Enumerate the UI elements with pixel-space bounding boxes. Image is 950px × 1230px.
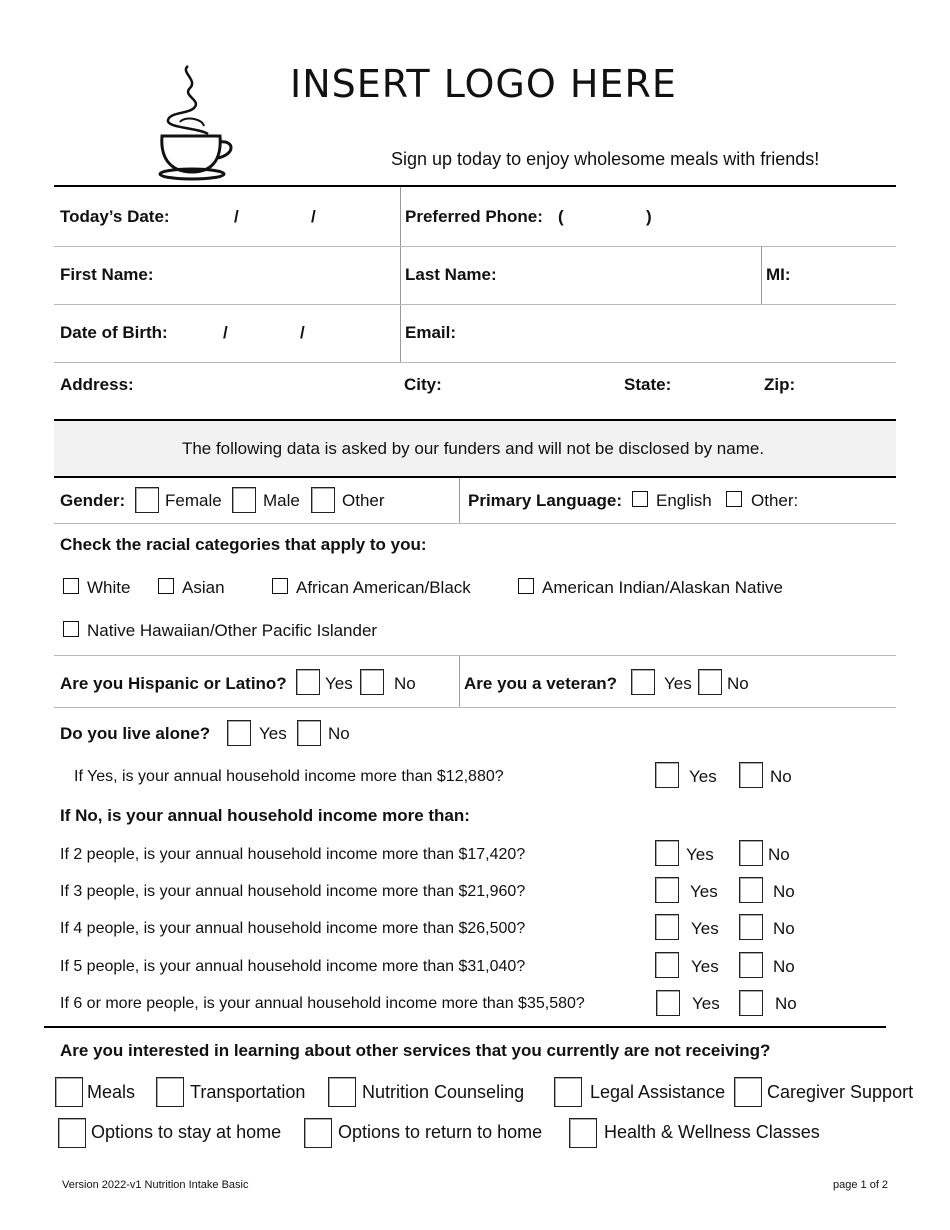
income-question-6: If 6 or more people, is your annual household income more than $35,580?: [60, 995, 585, 1012]
phone-open-paren: (: [558, 207, 564, 226]
hispanic-no-checkbox[interactable]: [360, 669, 384, 695]
race-african-american-checkbox[interactable]: [272, 578, 288, 594]
mi-label: MI:: [766, 265, 791, 284]
dob-field[interactable]: [180, 312, 395, 356]
zip-field[interactable]: [805, 368, 890, 412]
gender-female-label: Female: [165, 491, 222, 510]
service-legal-label: Legal Assistance: [590, 1082, 726, 1102]
date-slash: /: [223, 323, 228, 342]
income-alone-yes-checkbox[interactable]: [655, 762, 679, 788]
first-name-label: First Name:: [60, 265, 154, 284]
hispanic-divider: [459, 656, 460, 708]
hispanic-yes-checkbox[interactable]: [296, 669, 320, 695]
language-english-label: English: [656, 491, 712, 510]
veteran-yes-label: Yes: [664, 674, 692, 693]
city-label: City:: [404, 375, 442, 394]
race-asian-label: Asian: [182, 578, 225, 597]
email-field[interactable]: [465, 312, 890, 356]
hispanic-yes-label: Yes: [325, 674, 353, 693]
notice-text: The following data is asked by our funders and will not be disclosed by name.: [181, 439, 765, 458]
row-divider: [54, 523, 896, 524]
service-legal-checkbox[interactable]: [554, 1077, 582, 1107]
services-question: Are you interested in learning about other services that you currently are not receiving?: [60, 1041, 771, 1060]
income-alone-yes-label: Yes: [689, 767, 717, 786]
phone-close-paren: ): [646, 207, 652, 226]
race-white-label: White: [87, 578, 131, 597]
row-divider: [54, 655, 896, 656]
tagline: Sign up today to enjoy wholesome meals with friends!: [391, 149, 820, 169]
service-meals-label: Meals: [87, 1082, 136, 1102]
income-5-no-checkbox[interactable]: [739, 952, 763, 978]
live-alone-no-label: No: [328, 724, 350, 743]
service-stay-home-checkbox[interactable]: [58, 1118, 86, 1148]
last-name-label: Last Name:: [405, 265, 497, 284]
income-5-no-label: No: [773, 957, 795, 976]
income-2-no-label: No: [768, 845, 790, 864]
row-divider: [54, 362, 896, 363]
race-native-hawaiian-label: Native Hawaiian/Other Pacific Islander: [87, 621, 378, 640]
service-transportation-checkbox[interactable]: [156, 1077, 184, 1107]
mi-divider: [761, 247, 762, 305]
language-other-label: Other:: [751, 491, 799, 510]
language-other-checkbox[interactable]: [726, 491, 742, 507]
race-white-checkbox[interactable]: [63, 578, 79, 594]
income-question-2: If 2 people, is your annual household income more than $17,420?: [60, 846, 526, 863]
race-american-indian-label: American Indian/Alaskan Native: [542, 578, 783, 597]
gender-male-checkbox[interactable]: [232, 487, 256, 513]
row-divider: [54, 707, 896, 708]
service-nutrition-label: Nutrition Counseling: [362, 1082, 525, 1102]
income-4-yes-label: Yes: [691, 919, 719, 938]
first-name-field[interactable]: [165, 254, 395, 298]
race-native-hawaiian-checkbox[interactable]: [63, 621, 79, 637]
income-3-no-label: No: [773, 882, 795, 901]
todays-date-label: Today’s Date:: [60, 207, 170, 226]
footer-page: page 1 of 2: [833, 1179, 889, 1191]
todays-date-field[interactable]: [180, 196, 395, 240]
race-african-american-label: African American/Black: [296, 578, 471, 597]
race-label: Check the racial categories that apply to you:: [60, 535, 427, 554]
gender-divider: [459, 478, 460, 524]
income-alone-question: If Yes, is your annual household income more than $12,880?: [74, 768, 504, 785]
hispanic-label: Are you Hispanic or Latino?: [60, 674, 287, 693]
hispanic-no-label: No: [394, 674, 416, 693]
last-name-field[interactable]: [505, 254, 755, 298]
income-3-yes-label: Yes: [690, 882, 718, 901]
zip-label: Zip:: [764, 375, 796, 394]
income-6-no-checkbox[interactable]: [739, 990, 763, 1016]
income-3-yes-checkbox[interactable]: [655, 877, 679, 903]
live-alone-label: Do you live alone?: [60, 724, 211, 743]
notice-bottom-rule: [54, 476, 896, 478]
mi-field[interactable]: [800, 254, 890, 298]
live-alone-yes-checkbox[interactable]: [227, 720, 251, 746]
date-slash: /: [234, 207, 239, 226]
state-label: State:: [624, 375, 672, 394]
income-6-no-label: No: [775, 994, 797, 1013]
service-nutrition-checkbox[interactable]: [328, 1077, 356, 1107]
gender-other-checkbox[interactable]: [311, 487, 335, 513]
veteran-no-label: No: [727, 674, 749, 693]
phone-label: Preferred Phone:: [405, 207, 543, 226]
income-3-no-checkbox[interactable]: [739, 877, 763, 903]
service-wellness-label: Health & Wellness Classes: [604, 1122, 820, 1142]
income-question-5: If 5 people, is your annual household income more than $31,040?: [60, 958, 526, 975]
income-4-no-checkbox[interactable]: [739, 914, 763, 940]
service-stay-home-label: Options to stay at home: [91, 1122, 282, 1142]
income-2-no-checkbox[interactable]: [739, 840, 763, 866]
income-bottom-rule: [44, 1026, 886, 1028]
city-field[interactable]: [450, 368, 615, 412]
income-question-4: If 4 people, is your annual household income more than $26,500?: [60, 920, 526, 937]
state-field[interactable]: [680, 368, 755, 412]
income-4-yes-checkbox[interactable]: [655, 914, 679, 940]
language-other-field[interactable]: [808, 485, 892, 517]
income-not-alone-heading: If No, is your annual household income more than:: [60, 806, 470, 825]
dob-label: Date of Birth:: [60, 323, 168, 342]
service-return-home-label: Options to return to home: [338, 1122, 543, 1142]
service-return-home-checkbox[interactable]: [304, 1118, 332, 1148]
logo-text: INSERT LOGO HERE: [290, 62, 677, 106]
veteran-yes-checkbox[interactable]: [631, 669, 655, 695]
income-6-yes-checkbox[interactable]: [656, 990, 680, 1016]
income-alone-no-checkbox[interactable]: [739, 762, 763, 788]
gender-label: Gender:: [60, 491, 126, 510]
contact-divider: [400, 187, 401, 362]
service-meals-checkbox[interactable]: [55, 1077, 83, 1107]
date-slash: /: [300, 323, 305, 342]
income-5-yes-checkbox[interactable]: [655, 952, 679, 978]
income-alone-no-label: No: [770, 767, 792, 786]
income-5-yes-label: Yes: [691, 957, 719, 976]
language-english-checkbox[interactable]: [632, 491, 648, 507]
income-2-yes-label: Yes: [686, 845, 714, 864]
address-field[interactable]: [140, 368, 395, 412]
row-divider: [54, 304, 896, 305]
phone-field[interactable]: [555, 196, 890, 240]
gender-other-label: Other: [342, 491, 385, 510]
service-caregiver-label: Caregiver Support: [767, 1082, 914, 1102]
language-label: Primary Language:: [468, 491, 622, 510]
gender-male-label: Male: [263, 491, 300, 510]
row-divider: [54, 246, 896, 247]
race-asian-checkbox[interactable]: [158, 578, 174, 594]
veteran-label: Are you a veteran?: [464, 674, 618, 693]
veteran-no-checkbox[interactable]: [698, 669, 722, 695]
live-alone-no-checkbox[interactable]: [297, 720, 321, 746]
email-label: Email:: [405, 323, 457, 342]
gender-female-checkbox[interactable]: [135, 487, 159, 513]
income-2-yes-checkbox[interactable]: [655, 840, 679, 866]
address-label: Address:: [60, 375, 134, 394]
live-alone-yes-label: Yes: [259, 724, 287, 743]
header-rule: [54, 185, 896, 187]
income-4-no-label: No: [773, 919, 795, 938]
service-transportation-label: Transportation: [190, 1082, 306, 1102]
income-question-3: If 3 people, is your annual household income more than $21,960?: [60, 883, 526, 900]
footer-version: Version 2022-v1 Nutrition Intake Basic: [62, 1179, 249, 1191]
income-6-yes-label: Yes: [692, 994, 720, 1013]
service-wellness-checkbox[interactable]: [569, 1118, 597, 1148]
service-caregiver-checkbox[interactable]: [734, 1077, 762, 1107]
race-american-indian-checkbox[interactable]: [518, 578, 534, 594]
date-slash: /: [311, 207, 316, 226]
coffee-cup-icon: [150, 62, 240, 182]
